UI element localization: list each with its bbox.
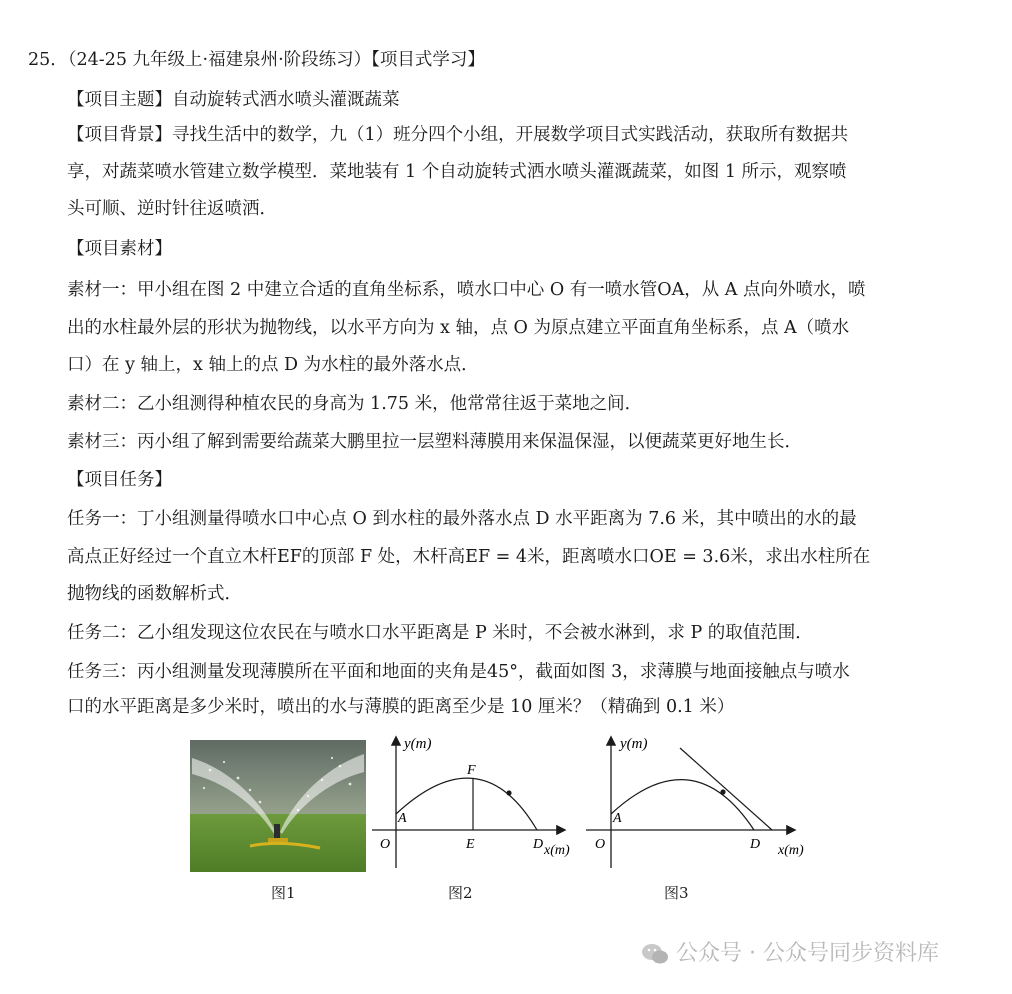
- background-line-1: 【项目背景】寻找生活中的数学，九（1）班分四个小组，开展数学项目式实践活动，获取所有数据共: [67, 125, 849, 145]
- material-2: 素材二：乙小组测得种植农民的身高为 1.75 米，他常常往返于菜地之间．: [67, 394, 643, 414]
- curve-point: [506, 790, 511, 795]
- task-3-line-1: 任务三：丙小组测量发现薄膜所在平面和地面的夹角是45°，截面如图 3，求薄膜与地面接触点与喷水: [67, 662, 850, 682]
- background-line-3: 头可顺、逆时针往返喷洒．: [67, 199, 277, 219]
- y-axis-label: y(m): [620, 736, 648, 752]
- point-f-label: F: [467, 763, 476, 778]
- watermark-text: 公众号 · 公众号同步资料库: [676, 941, 939, 966]
- materials-heading: 【项目素材】: [67, 239, 172, 259]
- point-d-label: D: [750, 837, 761, 852]
- wechat-icon: [640, 941, 670, 967]
- sprinkler-photo: [190, 740, 366, 872]
- figure-1-caption: 图1: [271, 884, 296, 902]
- project-topic: 【项目主题】自动旋转式洒水喷头灌溉蔬菜: [67, 90, 400, 110]
- figure-3-caption: 图3: [664, 884, 689, 902]
- task-2: 任务二：乙小组发现这位农民在与喷水口水平距离是 P 米时，不会被水淋到，求 P 的取值范围．: [67, 623, 813, 643]
- material-1-line-3: 口）在 y 轴上，x 轴上的点 D 为水柱的最外落水点．: [67, 355, 479, 375]
- material-1-line-2: 出的水柱最外层的形状为抛物线，以水平方向为 x 轴，点 O 为原点建立平面直角坐标系，点 A（喷水: [67, 318, 850, 338]
- parabola-curve: [611, 780, 754, 830]
- origin-label: O: [595, 837, 606, 852]
- film-line: [680, 748, 772, 830]
- point-a-label: A: [398, 811, 407, 826]
- tasks-heading: 【项目任务】: [67, 470, 172, 490]
- material-3: 素材三：丙小组了解到需要给蔬菜大鹏里拉一层塑料薄膜用来保温保湿，以便蔬菜更好地生长．: [67, 432, 802, 452]
- task-1-line-2: 高点正好经过一个直立木杆EF的顶部 F 处，木杆高EF = 4米，距离喷水口OE = 3.6米，求出水柱所在: [67, 547, 871, 567]
- figure-2-caption: 图2: [448, 884, 473, 902]
- task-3-line-2: 口的水平距离是多少米时，喷出的水与薄膜的距离至少是 10 厘米？（精确到 0.1 米）: [67, 697, 735, 717]
- point-d-label: D: [533, 837, 544, 852]
- point-a-label: A: [613, 811, 622, 826]
- question-header: 25．（24-25 九年级上·福建泉州·阶段练习）【项目式学习】: [28, 50, 485, 70]
- figures-row: [0, 730, 1012, 920]
- task-1-line-1: 任务一：丁小组测量得喷水口中心点 O 到水柱的最外落水点 D 水平距离为 7.6 米，其中喷出的水的最: [67, 509, 857, 529]
- figure-3-graph: [582, 730, 818, 870]
- task-1-line-3: 抛物线的函数解析式．: [67, 584, 242, 604]
- tangent-point: [720, 789, 725, 794]
- x-axis-label: x(m): [544, 843, 570, 858]
- origin-label: O: [380, 837, 391, 852]
- background-line-2: 享，对蔬菜喷水管建立数学模型．菜地装有 1 个自动旋转式洒水喷头灌溉蔬菜，如图 1 所示，观察喷: [67, 162, 847, 182]
- point-e-label: E: [466, 837, 475, 852]
- figure-2-graph: [368, 730, 590, 870]
- y-axis-label: y(m): [404, 736, 432, 752]
- material-1-line-1: 素材一：甲小组在图 2 中建立合适的直角坐标系，喷水口中心 O 有一喷水管OA，从 A 点向外喷水，喷: [67, 280, 866, 300]
- x-axis-label: x(m): [778, 843, 804, 858]
- parabola-curve: [396, 778, 537, 830]
- watermark: [640, 936, 939, 967]
